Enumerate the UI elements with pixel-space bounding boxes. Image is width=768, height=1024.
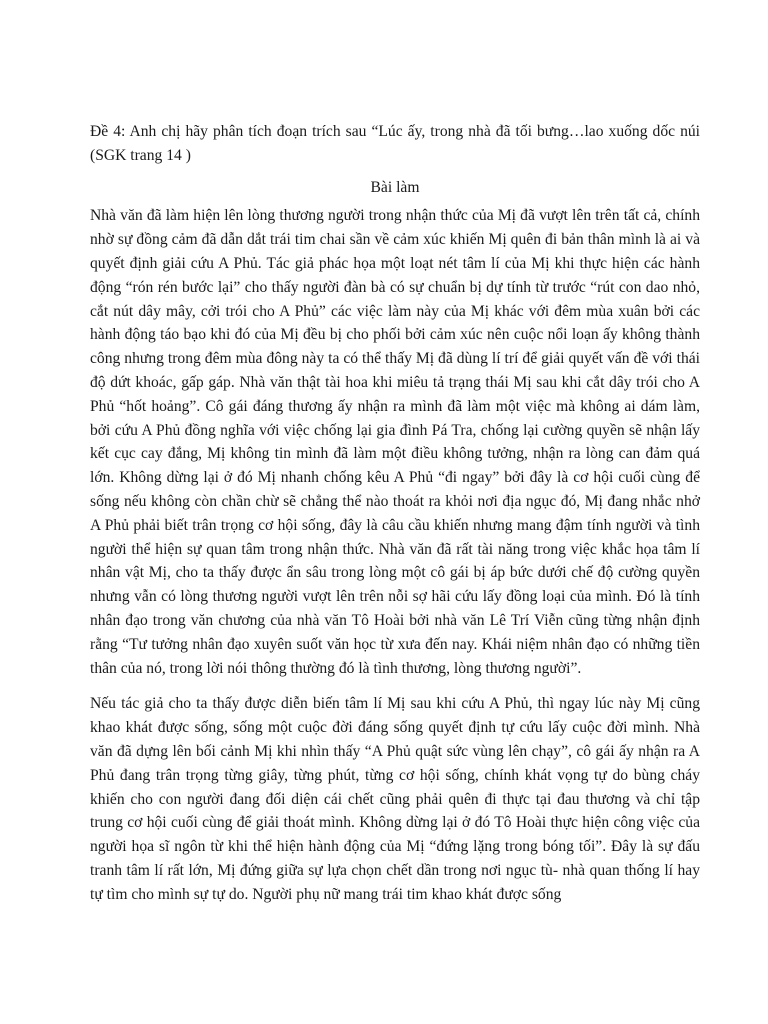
exam-question: Đề 4: Anh chị hãy phân tích đoạn trích sau “Lúc ấy, trong nhà đã tối bưng…lao xuống dốc núi (SGK trang 14 ) (90, 123, 700, 164)
essay-heading: Bài làm (370, 178, 420, 196)
document-page (90, 120, 700, 907)
essay-paragraph-1: Nhà văn đã làm hiện lên lòng thương người trong nhận thức của Mị đã vượt lên trên tất cả, chính nhờ sự đồng cảm đã dẫn dắt trái tim chai sần về cảm xúc khiến Mị quên đi bản thân mình là ai và quyết định giải cứu A Phủ. Tác giả phác họa một loạt nét tâm lí của Mị khi thực hiện các hành động “rón rén bước lại” cho thấy người đàn bà có sự chuẩn bị dự tính từ trước “rút con dao nhỏ, cắt nút dây mây, cởi trói cho A Phủ” các việc làm này của Mị khác với đêm mùa xuân bởi các hành động táo bạo khi đó của Mị đều bị cho phối bởi cảm xúc nên cuộc nổi loạn ấy không thành công nhưng trong đêm mùa đông này ta có thể thấy Mị đã dùng lí trí để giải quyết vấn đề với thái độ dứt khoác, gấp gáp. Nhà văn thật tài hoa khi miêu tả trạng thái Mị sau khi cắt dây trói cho A Phủ “hốt hoảng”. Cô gái đáng thương ấy nhận ra mình đã làm một việc mà không ai dám làm, bởi cứu A Phủ đồng nghĩa với việc chống lại gia đình Pá Tra, chống lại cường quyền sẽ nhận lấy kết cục cay đắng, Mị không tin mình đã làm một điều không tưởng, nhận ra lòng can đảm quá lớn. Không dừng lại ở đó Mị nhanh chống kêu A Phủ “đi ngay” bởi đây là cơ hội cuối cùng để sống nếu không còn chần chừ sẽ chẳng thể nào thoát ra khỏi nơi địa ngục đó, Mị đang nhắc nhở A Phủ phải biết trân trọng cơ hội sống, đây là câu cầu khiến nhưng mang đậm tính người và tình người thể hiện sự quan tâm trong nhận thức. Nhà văn đã rất tài năng trong việc khắc họa tâm lí nhân vật Mị, cho ta thấy được ẩn sâu trong lòng một cô gái bị áp bức dưới chế độ cường quyền nhưng vẫn có lòng thương người vượt lên trên nỗi sợ hãi cứu lấy đồng loại của mình. Đó là tính nhân đạo trong văn chương của nhà văn Tô Hoài bởi nhà văn Lê Trí Viễn cũng từng nhận định rằng “Tư tưởng nhân đạo xuyên suốt văn học từ xưa đến nay. Khái niệm nhân đạo có những tiền thân của nó, trong lời nói thông thường đó là tình thương, lòng thương người”. (90, 207, 700, 677)
essay-paragraph-2: Nếu tác giả cho ta thấy được diễn biến tâm lí Mị sau khi cứu A Phủ, thì ngay lúc này Mị cũng khao khát được sống, sống một cuộc đời đáng sống quyết định tự cứu lấy cuộc đời mình. Nhà văn đã dựng lên bối cảnh Mị khi nhìn thấy “A Phủ quật sức vùng lên chạy”, cô gái ấy nhận ra A Phủ đang trân trọng từng giây, từng phút, từng cơ hội sống, chính khát vọng tự do bùng cháy khiến cho con người đang đối diện cái chết cũng phải quên đi thực tại đau thương và chỉ tập trung cơ hội cuối cùng để giải thoát mình. Không dừng lại ở đó Tô Hoài thực hiện công việc của người họa sĩ ngôn từ khi thể hiện hành động của Mị “đứng lặng trong bóng tối”. Đây là sự đấu tranh tâm lí rất lớn, Mị đứng giữa sự lựa chọn chết dần trong nơi ngục tù- nhà quan thống lí hay tự tìm cho mình sự tự do. Người phụ nữ mang trái tim khao khát được sống (90, 695, 700, 903)
